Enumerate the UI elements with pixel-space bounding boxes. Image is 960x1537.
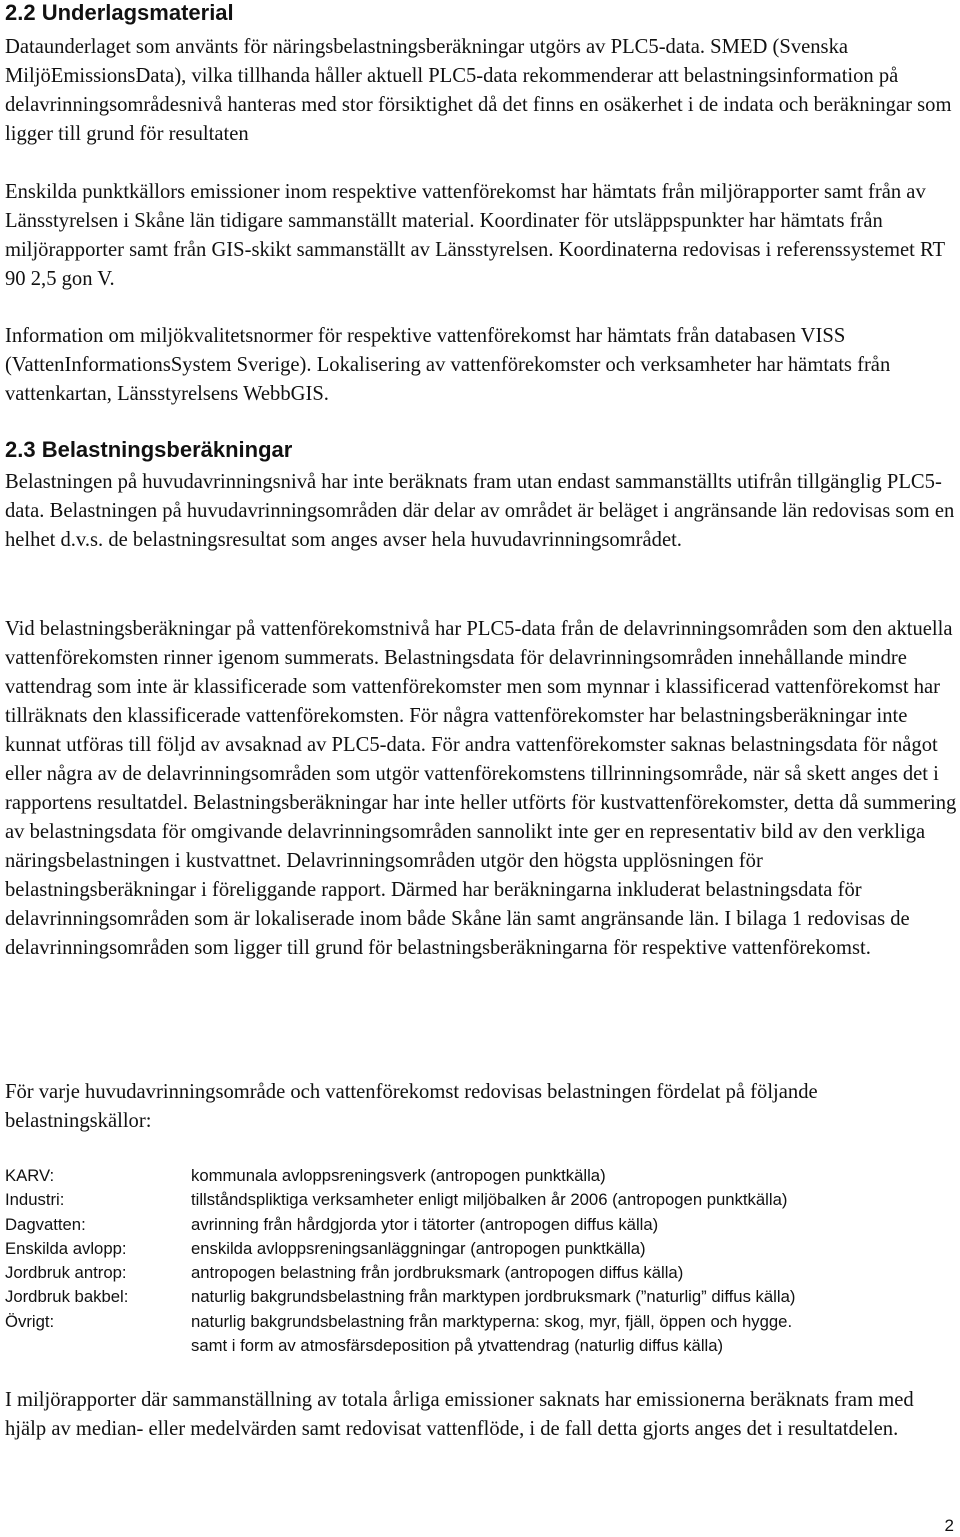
list-item — [5, 1237, 960, 1261]
paragraph-huvudavrinning: Belastningen på huvudavrinningsnivå har inte beräknats fram utan endast sammanställts utifrån tillgänglig PLC5-data. Belastningen på huvudavrinningsområden där delar av området är beläget i angränsande län redovisas som en helhet d.v.s. de belastningsresultat som anges avser hela huvudavrinningsområdet. — [5, 471, 955, 551]
list-item — [5, 1164, 960, 1188]
source-description: tillståndspliktiga verksamheter enligt miljöbalken år 2006 (antropogen punktkälla) — [191, 1190, 788, 1210]
paragraph-dataunderlag: Dataunderlaget som använts för näringsbelastningsberäkningar utgörs av PLC5-data. SMED (Svenska MiljöEmissionsData), vilka tillhanda håller aktuell PLC5-data rekommenderar att belastningsinformation på delavrinningsområdesnivå hanteras med stor försiktighet då det finns en osäkerhet i de indata och beräkningar som ligger till grund för resultaten — [5, 36, 952, 145]
source-description: samt i form av atmosfärsdeposition på ytvattendrag (naturlig diffus källa) — [191, 1336, 724, 1356]
source-term: Industri: — [5, 1190, 65, 1210]
list-item — [5, 1213, 960, 1237]
source-term: Jordbruk antrop: — [5, 1263, 127, 1283]
source-description: naturlig bakgrundsbelastning från marktyperna: skog, myr, fjäll, öppen och hygge. — [191, 1311, 793, 1331]
source-description: avrinning från hårdgjorda ytor i tätorter (antropogen diffus källa) — [191, 1214, 659, 1234]
list-item — [5, 1310, 960, 1334]
paragraph-belastningskallor-intro: För varje huvudavrinningsområde och vattenförekomst redovisas belastningen fördelat på följande belastningskällor: — [5, 1081, 818, 1132]
section-heading-belastningsberakningar: 2.3 Belastningsberäkningar — [5, 437, 293, 462]
page-number: 2 — [944, 1516, 954, 1535]
list-item — [5, 1285, 960, 1309]
paragraph-vattenforekomstniva: Vid belastningsberäkningar på vattenförekomstnivå har PLC5-data från de delavrinningsområden som den aktuella vattenförekomsten rinner igenom summerats. Belastningsdata för delavrinningsområden innehållande mindre vattendrag som inte är klassificerade som vattenförekomster men som mynnar i klassificerad vattenförekomst har tillräknats den klassificerade vattenförekomsten. För några vattenförekomster har belastningsberäkningar inte kunnat utföras till följd av avsaknad av PLC5-data. För andra vattenförekomster saknas belastningsdata för något eller några av de delavrinningsområden som utgör vattenförekomstens tillrinningsområde, när så skett anges det i rapportens resultatdel. Belastningsberäkningar har inte heller utförts för kustvattenförekomster, detta då summering av belastningsdata för omgivande delavrinningsområden sannolikt inte ger en representativ bild av den verkliga näringsbelastningen i kustvattnet. Delavrinningsområden utgör den högsta upplösningen för belastningsberäkningar i föreliggande rapport. Därmed har beräkningarna inkluderat belastningsdata för delavrinningsområden som är lokaliserade inom både Skåne län samt angränsande län. I bilaga 1 redovisas de delavrinningsområden som ligger till grund för belastningsberäkningarna för respektive vattenförekomst. — [5, 618, 957, 959]
source-term: Jordbruk bakbel: — [5, 1287, 129, 1307]
source-term: KARV: — [5, 1166, 55, 1185]
source-term — [5, 1334, 191, 1358]
source-description: enskilda avloppsreningsanläggningar (antropogen punktkälla) — [191, 1238, 646, 1258]
section-heading-underlagsmaterial: 2.2 Underlagsmaterial — [5, 0, 234, 25]
source-term: Dagvatten: — [5, 1214, 86, 1234]
list-item — [5, 1188, 960, 1212]
source-description: antropogen belastning från jordbruksmark (antropogen diffus källa) — [191, 1263, 684, 1283]
paragraph-miljorapporter: I miljörapporter där sammanställning av totala årliga emissioner saknats har emissionerna beräknats fram med hjälp av median- eller medelvärden samt redovisat vattenflöde, i de fall detta gjorts anges det i resultatdelen. — [5, 1389, 914, 1440]
source-term: Enskilda avlopp: — [5, 1238, 127, 1258]
paragraph-miljokvalitetsnormer: Information om miljökvalitetsnormer för respektive vattenförekomst har hämtats från databasen VISS (VattenInformationsSystem Sverige). Lokalisering av vattenförekomster och verksamheter har hämtats från vattenkartan, Länsstyrelsens WebbGIS. — [5, 325, 891, 405]
list-item — [5, 1261, 960, 1285]
belastningskallor-list — [5, 1164, 960, 1358]
list-item — [5, 1334, 960, 1358]
source-term: Övrigt: — [5, 1311, 55, 1331]
source-description: naturlig bakgrundsbelastning från marktypen jordbruksmark (”naturlig” diffus källa) — [191, 1287, 796, 1307]
paragraph-punktkallor: Enskilda punktkällors emissioner inom respektive vattenförekomst har hämtats från miljörapporter samt från av Länsstyrelsen i Skåne län tidigare sammanställt material. Koordinater för utsläppspunkter har hämtats från miljörapporter samt från GIS-skikt sammanställt av Länsstyrelsen. Koordinaterna redovisas i referenssystemet RT 90 2,5 gon V. — [5, 181, 945, 290]
source-description: kommunala avloppsreningsverk (antropogen punktkälla) — [191, 1166, 606, 1185]
